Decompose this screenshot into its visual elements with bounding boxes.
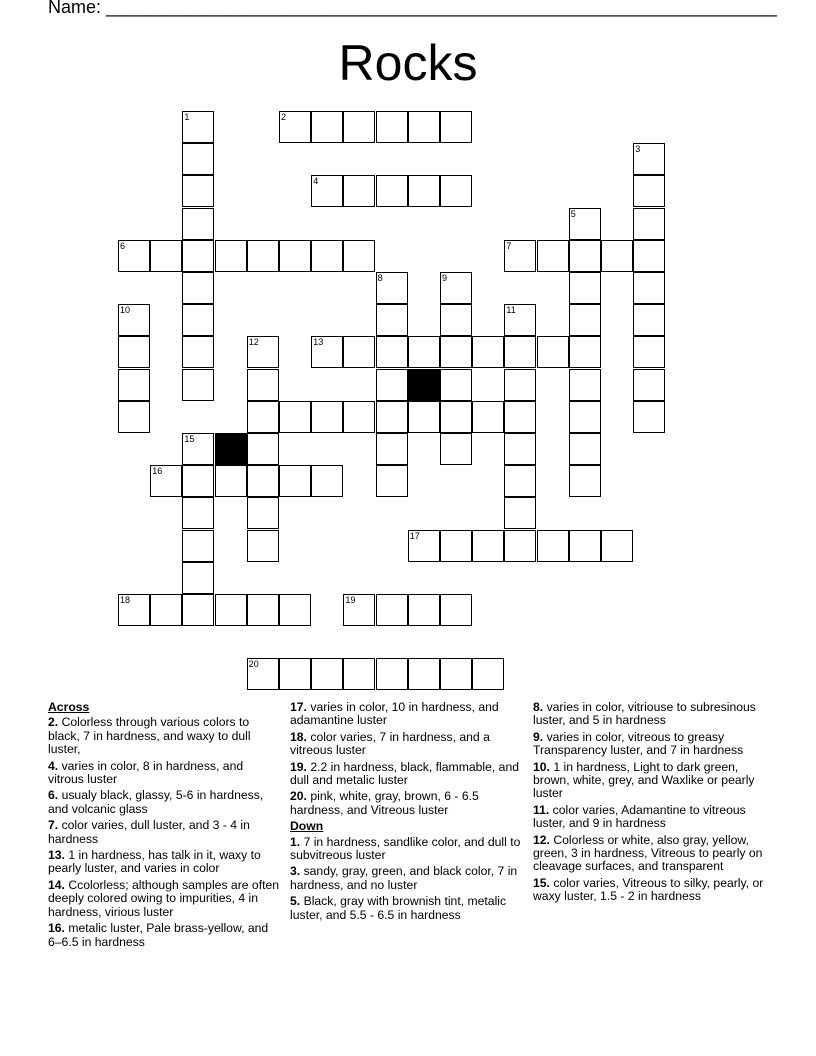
grid-cell[interactable] [633, 240, 665, 272]
clues-column-2 [290, 701, 522, 925]
grid-cell[interactable] [311, 240, 343, 272]
grid-cell[interactable] [343, 240, 375, 272]
grid-cell[interactable] [182, 143, 214, 175]
clues-column-3 [533, 701, 765, 907]
grid-cell[interactable] [376, 304, 408, 336]
grid-cell[interactable] [569, 208, 601, 240]
grid-cell[interactable] [633, 401, 665, 433]
grid-cell[interactable] [311, 658, 343, 690]
grid-cell[interactable] [182, 369, 214, 401]
grid-cell[interactable] [440, 594, 472, 626]
clue-down-15: 15. color varies, Vitreous to silky, pearly, or waxy luster, 1.5 - 2 in hardness [533, 875, 764, 904]
grid-cell[interactable] [408, 111, 440, 143]
grid-cell[interactable] [504, 465, 536, 497]
grid-cell[interactable] [569, 304, 601, 336]
grid-cell[interactable] [343, 658, 375, 690]
grid-cell[interactable] [376, 272, 408, 304]
grid-cell[interactable] [440, 272, 472, 304]
grid-cell[interactable] [408, 401, 440, 433]
grid-cell[interactable] [633, 175, 665, 207]
cell-number: 5 [570, 208, 576, 219]
grid-cell[interactable] [182, 530, 214, 562]
cell-number: 4 [313, 176, 319, 187]
cell-number: 9 [442, 273, 448, 283]
grid-cell[interactable] [376, 401, 408, 433]
grid-cell[interactable] [376, 465, 408, 497]
puzzle-title: Rocks [338, 35, 478, 91]
clue-down-1: 1. 7 in hardness, sandlike color, and dull to subvitreous luster [290, 834, 521, 863]
cell-number: 1 [184, 112, 190, 122]
grid-cell[interactable] [182, 304, 214, 336]
clue-down-10: 10. 1 in hardness, Light to dark green, brown, white, grey, and Waxlike or pearly luster [533, 759, 755, 801]
grid-cell[interactable] [279, 111, 311, 143]
grid-cell[interactable] [504, 240, 536, 272]
grid-cell[interactable] [311, 175, 343, 207]
clue-down-11: 11. color varies, Adamantine to vitreous luster, and 9 in hardness [533, 802, 746, 831]
grid-cell[interactable] [247, 240, 279, 272]
grid-cell[interactable] [633, 369, 665, 401]
grid-cell[interactable] [150, 465, 182, 497]
grid-cell[interactable] [537, 530, 569, 562]
grid-cell[interactable] [633, 143, 665, 175]
grid-cell[interactable] [472, 658, 504, 690]
grid-cell[interactable] [311, 401, 343, 433]
cell-number: 12 [248, 337, 259, 348]
cell-number: 6 [120, 240, 126, 251]
grid-cell[interactable] [633, 304, 665, 336]
cell-number: 2 [281, 112, 287, 122]
grid-cell[interactable] [343, 175, 375, 207]
cell-number: 11 [506, 305, 516, 316]
grid-cell[interactable] [472, 401, 504, 433]
grid-cell[interactable] [182, 562, 214, 594]
grid-cell[interactable] [247, 658, 279, 690]
grid-cell[interactable] [343, 594, 375, 626]
grid-cell[interactable] [247, 497, 279, 529]
grid-cell[interactable] [569, 336, 601, 368]
cell-number: 20 [248, 659, 259, 670]
grid-cell[interactable] [440, 433, 472, 465]
grid-cell[interactable] [633, 208, 665, 240]
grid-cell[interactable] [376, 175, 408, 207]
cell-number: 10 [120, 305, 131, 316]
grid-cell[interactable] [537, 336, 569, 368]
clue-down-5: 5. Black, gray with brownish tint, metalic luster, and 5.5 - 6.5 in hardness [290, 894, 507, 922]
grid-cell[interactable] [182, 336, 214, 368]
cell-number: 19 [345, 595, 356, 605]
grid-cell[interactable] [440, 336, 472, 368]
grid-cell[interactable] [279, 240, 311, 272]
grid-cell[interactable] [440, 401, 472, 433]
grid-cell[interactable] [311, 336, 343, 368]
grid-cell[interactable] [118, 594, 150, 626]
grid-cell[interactable] [279, 465, 311, 497]
cell-number: 15 [184, 434, 195, 444]
grid-cell[interactable] [215, 594, 247, 626]
grid-cell[interactable] [247, 336, 279, 368]
grid-cell[interactable] [150, 240, 182, 272]
grid-cell[interactable] [343, 401, 375, 433]
grid-cell[interactable] [376, 336, 408, 368]
cell-number: 13 [313, 337, 324, 348]
grid-cell[interactable] [118, 240, 150, 272]
grid-cell[interactable] [118, 304, 150, 336]
grid-cell[interactable] [408, 594, 440, 626]
grid-cell[interactable] [601, 530, 633, 562]
cell-number: 3 [635, 144, 641, 155]
grid-cell[interactable] [633, 336, 665, 368]
down-heading: Down [290, 819, 324, 834]
grid-cell[interactable] [247, 594, 279, 626]
clue-across-6: 6. usualy black, glassy, 5-6 in hardness, and volcanic glass [48, 788, 264, 816]
grid-cell[interactable] [215, 465, 247, 497]
grid-cell[interactable] [569, 530, 601, 562]
grid-cell[interactable] [311, 465, 343, 497]
grid-cell[interactable] [440, 111, 472, 143]
clue-across-2: 2. Colorless through various colors to black, 7 in hardness, and waxy to dull luster, [48, 715, 251, 757]
name-field-label: Name: ___________________________________________________________________ [48, 0, 777, 17]
clue-across-14: 14. Ccolorless; although samples are often deeply colored owing to impurities, 4 in hardness, virious luster [48, 877, 280, 919]
grid-cell[interactable] [504, 304, 536, 336]
clue-down-8: 8. varies in color, vitriouse to subresinous luster, and 5 in hardness [533, 700, 756, 728]
grid-cell[interactable] [440, 658, 472, 690]
grid-cell[interactable] [440, 530, 472, 562]
grid-cell[interactable] [569, 465, 601, 497]
clues-column-1 [48, 701, 280, 952]
grid-cell[interactable] [247, 433, 279, 465]
grid-cell[interactable] [118, 336, 150, 368]
grid-cell[interactable] [504, 433, 536, 465]
grid-cell[interactable] [504, 530, 536, 562]
grid-cell[interactable] [279, 401, 311, 433]
clue-across-20: 20. pink, white, gray, brown, 6 - 6.5 hardness, and Vitreous luster [290, 789, 479, 817]
clue-across-18: 18. color varies, 7 in hardness, and a vitreous luster [290, 729, 490, 758]
cell-number: 8 [377, 273, 383, 283]
black-square [215, 433, 247, 465]
grid-cell[interactable] [569, 240, 601, 272]
grid-cell[interactable] [376, 111, 408, 143]
grid-cell[interactable] [440, 369, 472, 401]
grid-cell[interactable] [504, 401, 536, 433]
grid-cell[interactable] [569, 401, 601, 433]
grid-cell[interactable] [504, 497, 536, 529]
cell-number: 18 [120, 595, 131, 605]
grid-cell[interactable] [150, 594, 182, 626]
clue-down-12: 12. Colorless or white, also gray, yellow, green, 3 in hardness, Vitreous to pearly on cleavage surfaces, and transparent [533, 832, 763, 874]
grid-cell[interactable] [247, 401, 279, 433]
grid-cell[interactable] [440, 304, 472, 336]
grid-cell[interactable] [182, 465, 214, 497]
grid-cell[interactable] [633, 272, 665, 304]
clue-across-17: 17. varies in color, 10 in hardness, and adamantine luster [290, 700, 499, 728]
grid-cell[interactable] [182, 272, 214, 304]
grid-cell[interactable] [247, 465, 279, 497]
clue-down-9: 9. varies in color, vitreous to greasy Transparency luster, and 7 in hardness [533, 729, 744, 758]
clue-across-16: 16. metalic luster, Pale brass-yellow, and 6–6.5 in hardness [48, 921, 269, 949]
grid-cell[interactable] [311, 111, 343, 143]
grid-cell[interactable] [247, 530, 279, 562]
grid-cell[interactable] [440, 175, 472, 207]
grid-cell[interactable] [182, 111, 214, 143]
clue-across-13: 13. 1 in hardness, has talk in it, waxy to pearly luster, and varies in color [48, 848, 261, 876]
grid-cell[interactable] [408, 175, 440, 207]
grid-cell[interactable] [215, 240, 247, 272]
grid-cell[interactable] [569, 369, 601, 401]
grid-cell[interactable] [279, 594, 311, 626]
clue-down-3: 3. sandy, gray, green, and black color, 7 in hardness, and no luster [290, 864, 518, 892]
grid-cell[interactable] [343, 111, 375, 143]
grid-cell[interactable] [118, 369, 150, 401]
grid-cell[interactable] [182, 240, 214, 272]
grid-cell[interactable] [408, 530, 440, 562]
grid-cell[interactable] [247, 369, 279, 401]
clue-across-7: 7. color varies, dull luster, and 3 - 4 in hardness [48, 818, 250, 846]
grid-cell[interactable] [343, 336, 375, 368]
grid-cell[interactable] [601, 240, 633, 272]
cell-number: 7 [506, 240, 512, 251]
clue-across-19: 19. 2.2 in hardness, black, flammable, and dull and metalic luster [290, 759, 520, 788]
grid-cell[interactable] [472, 336, 504, 368]
cell-number: 16 [152, 466, 163, 477]
cell-number: 17 [409, 530, 420, 541]
grid-cell[interactable] [279, 658, 311, 690]
grid-cell[interactable] [376, 433, 408, 465]
clue-across-4: 4. varies in color, 8 in hardness, and vitrous luster [48, 758, 244, 787]
black-square [408, 369, 440, 401]
grid-cell[interactable] [504, 336, 536, 368]
grid-cell[interactable] [376, 658, 408, 690]
grid-cell[interactable] [182, 208, 214, 240]
grid-cell[interactable] [182, 497, 214, 529]
grid-cell[interactable] [569, 272, 601, 304]
grid-cell[interactable] [182, 594, 214, 626]
grid-cell[interactable] [182, 175, 214, 207]
grid-cell[interactable] [408, 658, 440, 690]
grid-cell[interactable] [504, 369, 536, 401]
grid-cell[interactable] [376, 594, 408, 626]
grid-cell[interactable] [537, 240, 569, 272]
across-heading: Across [48, 700, 90, 714]
grid-cell[interactable] [408, 336, 440, 368]
grid-cell[interactable] [376, 369, 408, 401]
grid-cell[interactable] [118, 401, 150, 433]
grid-cell[interactable] [569, 433, 601, 465]
grid-cell[interactable] [182, 433, 214, 465]
grid-cell[interactable] [472, 530, 504, 562]
